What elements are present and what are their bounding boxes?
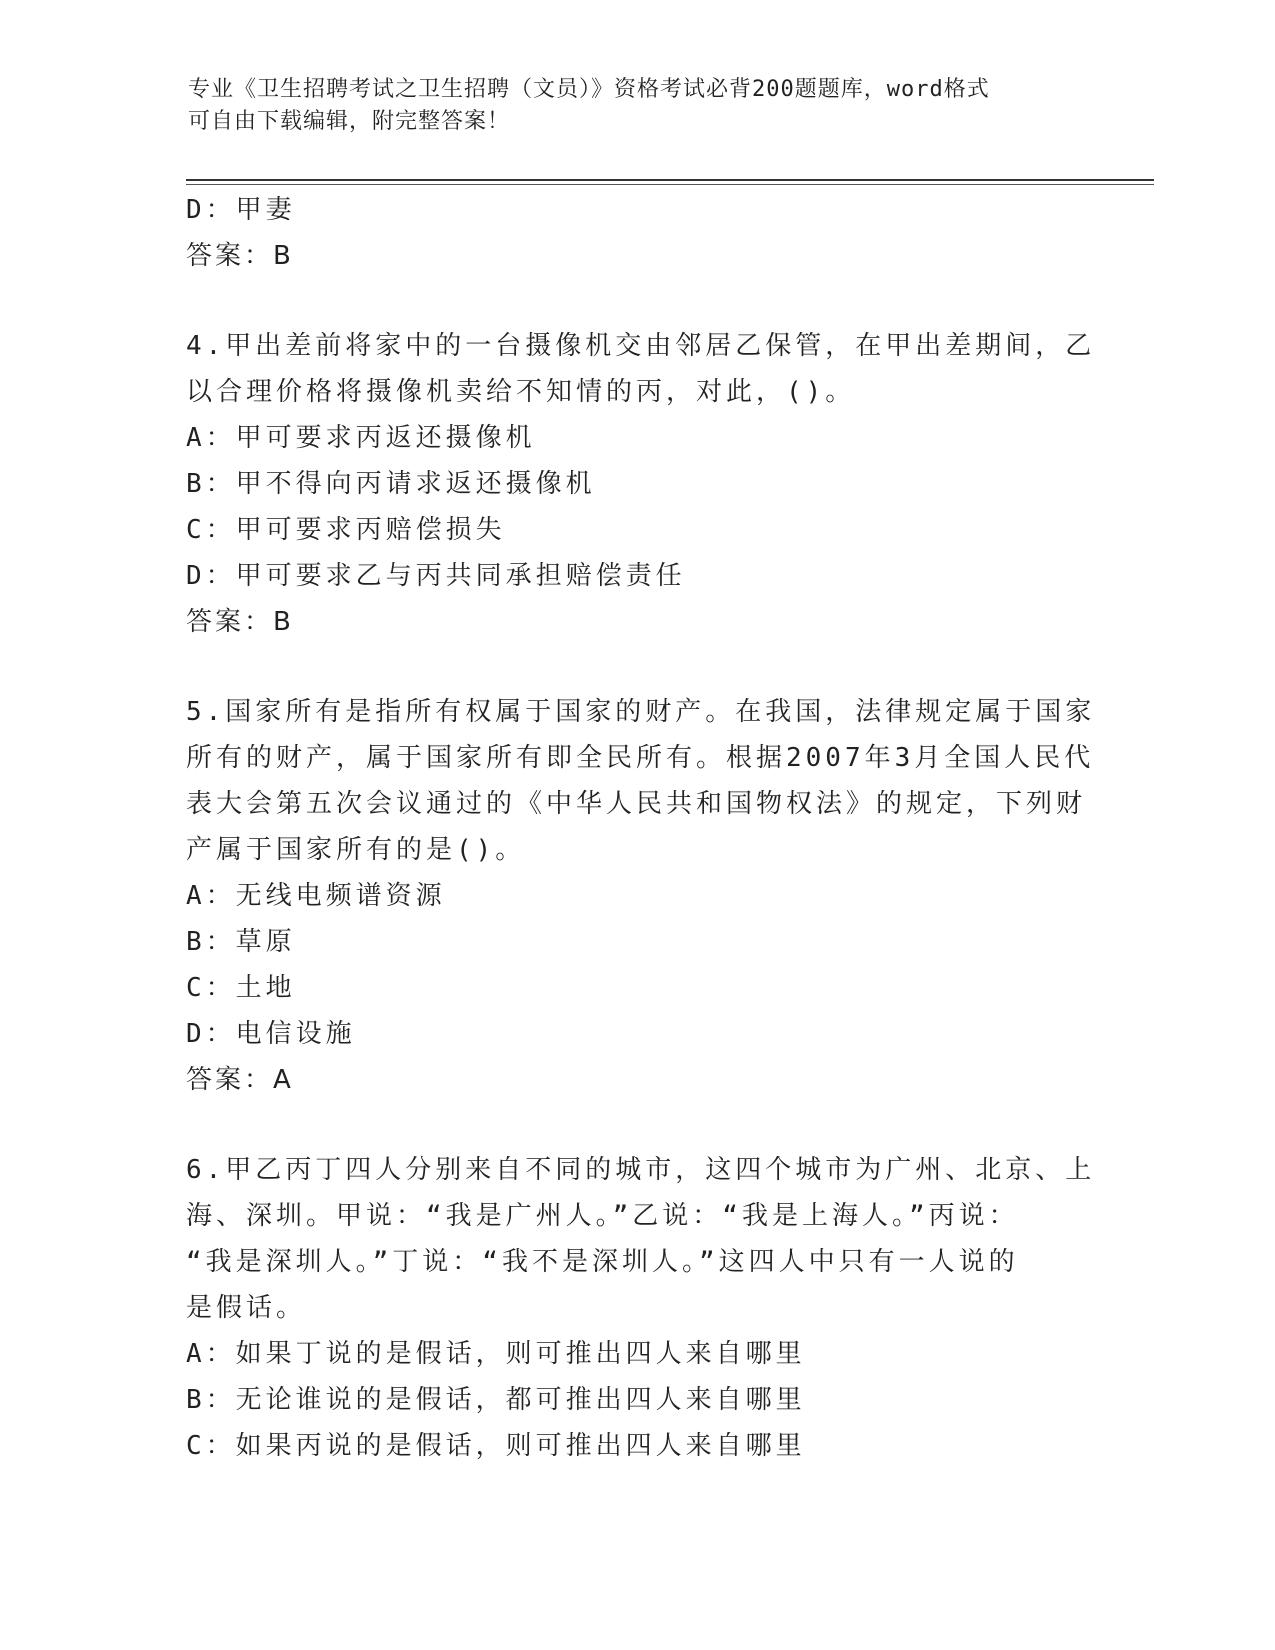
answer: 答案：B [186, 241, 294, 271]
question-stem-line: 4.甲出差前将家中的一台摄像机交由邻居乙保管，在甲出差期间，乙 [186, 331, 1096, 361]
question-stem-line: 所有的财产，属于国家所有即全民所有。根据2007年3月全国人民代 [186, 743, 1095, 773]
option-a: A：甲可要求丙返还摄像机 [186, 423, 536, 453]
question-6 [186, 1147, 1096, 1469]
answer: 答案：A [186, 1065, 294, 1095]
question-stem-line: 表大会第五次会议通过的《中华人民共和国物权法》的规定，下列财 [186, 789, 1087, 819]
document-body [186, 187, 1096, 1469]
option-d: D：甲妻 [186, 195, 296, 225]
question-stem-line: 是假话。 [186, 1293, 307, 1323]
option-c: C：甲可要求丙赔偿损失 [186, 515, 506, 545]
header-divider-thick [186, 179, 1154, 181]
question-stem-line: 产属于国家所有的是()。 [186, 835, 526, 865]
question-stem-line: 6.甲乙丙丁四人分别来自不同的城市，这四个城市为广州、北京、上 [186, 1155, 1096, 1185]
header-divider-thin [186, 184, 1154, 185]
option-b: B：甲不得向丙请求返还摄像机 [186, 469, 596, 499]
option-a: A：无线电频谱资源 [186, 881, 446, 911]
option-b: B：无论谁说的是假话，都可推出四人来自哪里 [186, 1385, 806, 1415]
question-stem-line: 以合理价格将摄像机卖给不知情的丙，对此，()。 [186, 377, 856, 407]
option-c: C：土地 [186, 973, 296, 1003]
answer: 答案：B [186, 607, 294, 637]
option-c: C：如果丙说的是假话，则可推出四人来自哪里 [186, 1431, 806, 1461]
option-b: B：草原 [186, 927, 296, 957]
question-4 [186, 323, 1096, 645]
document-header [188, 74, 1068, 138]
option-d: D：电信设施 [186, 1019, 356, 1049]
option-d: D：甲可要求乙与丙共同承担赔偿责任 [186, 561, 686, 591]
question-stem-line: 海、深圳。甲说：“我是广州人。”乙说：“我是上海人。”丙说： [186, 1201, 1019, 1231]
header-line-1: 专业《卫生招聘考试之卫生招聘（文员）》资格考试必背200题题库，word格式 [188, 77, 990, 102]
question-3-tail [186, 187, 1086, 279]
header-line-2: 可自由下载编辑，附完整答案！ [188, 109, 511, 134]
question-5 [186, 689, 1096, 1103]
option-a: A：如果丁说的是假话，则可推出四人来自哪里 [186, 1339, 806, 1369]
question-stem-line: 5.国家所有是指所有权属于国家的财产。在我国，法律规定属于国家 [186, 697, 1096, 727]
question-stem-line: “我是深圳人。”丁说：“我不是深圳人。”这四人中只有一人说的 [186, 1247, 1019, 1277]
